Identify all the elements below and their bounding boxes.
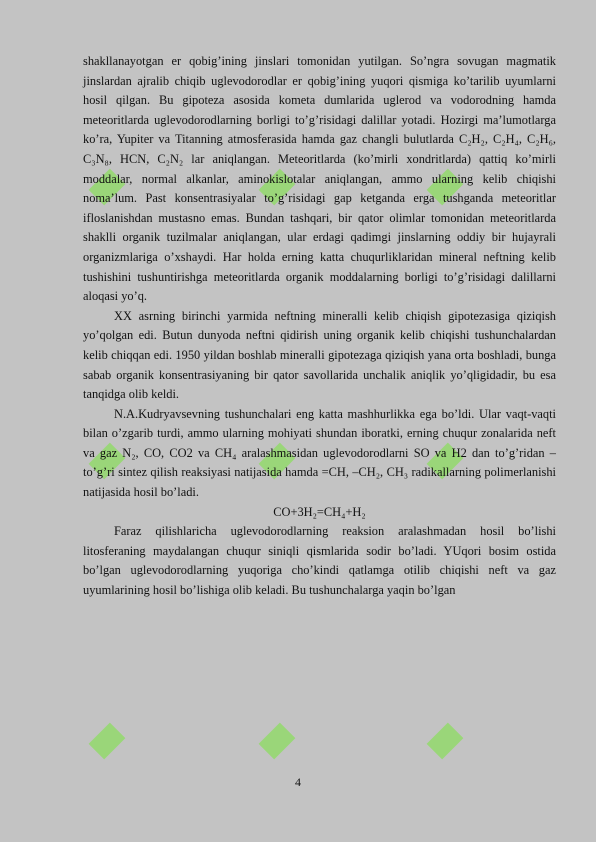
- watermark-mark: [427, 723, 464, 760]
- chemical-formula: CO+3H₂=CH₄+H₂: [273, 504, 366, 519]
- paragraph: XX asrning birinchi yarmida neftning mineralli kelib chiqish gipotezasiga qiziqish yo’qolgan edi. Butun dunyoda neftni qidirish uning organik kelib chiqishi tushunchalardan kelib chiqqan edi. 1950 yildan boshlab mineralli gipotezaga qiziqish yana orta boshladi, bunga sabab organik konsentrasiyaning bir qator savollarida unchalik aniqlik yo’qligidadir, bu esa tanqidga olib keldi.: [83, 308, 556, 402]
- paragraph: shakllanayotgan er qobig’ining jinslari tomonidan yutilgan. So’ngra sovugan magmatik jinslardan ajralib chiqib uglevodorodlar er qobig’ining yuqori qismiga ko’tarilib uyumlarni hosil qilgan. Bu gipoteza asosida kometa dumlarida uglerod va vodorodning hamda meteoritlarda uglevodorodlarning borligi to’g’risidagi dalillar yotadi. Hozirgi ma’lumotlarga ko’ra, Yupiter va Titanning atmosferasida hamda gaz changli bulutlarda C₂H₂, C₂H₄, C₂H₆, C₃N₈, HCN, C₂N₂ lar aniqlangan. Meteoritlarda (ko’mirli xondritlarda) qattiq ko’mirli moddalar, normal alkanlar, aminokislotalar aniqlangan, ammo ularning kelib chiqishi noma’lum. Past konsentrasiyalar to’g’risidagi gap ketganda erga tushganda meteoritlar ifloslanishdan mustasno emas. Bundan tashqari, bir qator olimlar tomonidan meteoritlarda shaklli organik tuzilmalar aniqlangan, ular erdagi qadimgi jinslarning oddiy bir hujayrali organizmlariga o’xshaydi. Har holda erning katta chuqurliklaridan mineral neftning kelib tushishini tushuntirishga meteoritlarda organik moddalarning borligi to’g’risidagi dalillarni aloqasi yo’q.: [83, 54, 556, 304]
- paragraph: Faraz qilishlaricha uglevodorodlarning reaksion aralashmadan hosil bo’lishi litosferaning maydalangan chuqur siniqli qismlarida sodir bo’ladi. YUqori bosim ostida bo’lgan uglevodorodlarning yuqoriga cho’kindi qatlamga otilib chiqishi neft va gaz uyumlarining hosil bo’lishiga olib keladi. Bu tushunchalarga yaqin bo’lgan: [83, 524, 556, 598]
- watermark-mark: [259, 723, 296, 760]
- body-text: [83, 52, 556, 601]
- paragraph: N.A.Kudryavsevning tushunchalari eng katta mashhurlikka ega bo’ldi. Ular vaqt-vaqti bilan o’zgarib turdi, ammo ularning mohiyati shundan iboratki, erning chuqur zonalarida neft va gaz N₂, CO, CO2 va CH₄ aralashmasidan uglevodorodlarni SO va H2 dan to’g’ridan – to’g’ri sintez qilish reaksiyasi natijasida hamda =CH, –CH₂, CH₃ radikallarning polimerlanishi natijasida hosil bo’ladi.: [83, 406, 556, 500]
- watermark-mark: [89, 723, 126, 760]
- page-number: 4: [295, 775, 301, 789]
